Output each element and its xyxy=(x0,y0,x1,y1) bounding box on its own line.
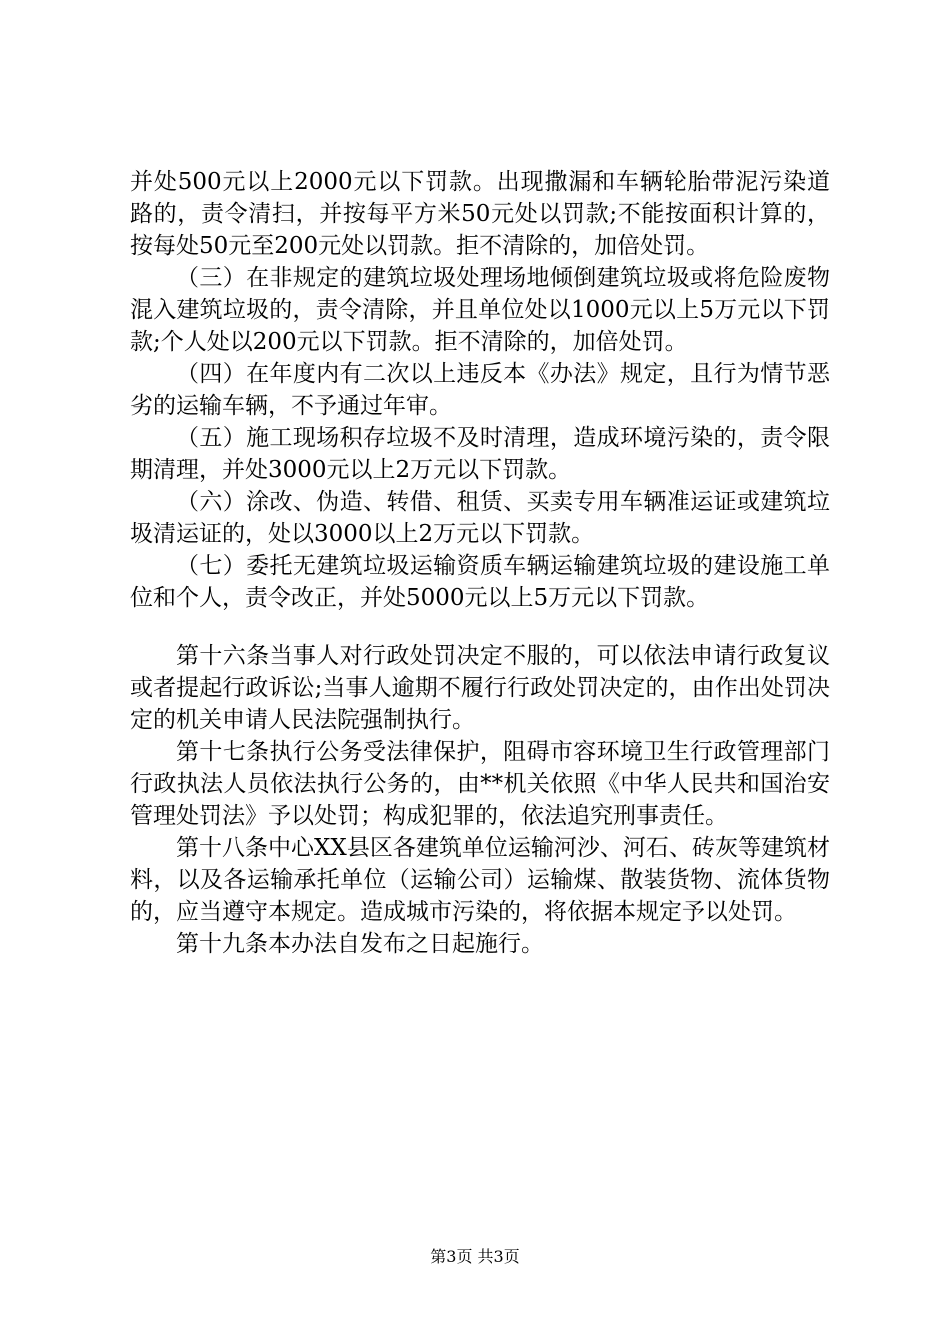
paragraph-item-7: （七）委托无建筑垃圾运输资质车辆运输建筑垃圾的建设施工单位和个人，责令改正，并处5000元以上5万元以下罚款。 xyxy=(130,553,830,611)
paragraph-item-3: （三）在非规定的建筑垃圾处理场地倾倒建筑垃圾或将危险废物混入建筑垃圾的，责令清除，并且单位处以1000元以上5万元以下罚款;个人处以200元以下罚款。拒不清除的，加倍处罚。 xyxy=(130,265,830,355)
paragraph-article-18: 第十八条中心XX县区各建筑单位运输河沙、河石、砖灰等建筑材料，以及各运输承托单位（运输公司）运输煤、散装货物、流体货物的，应当遵守本规定。造成城市污染的，将依据本规定予以处罚。 xyxy=(130,835,830,925)
paragraph-item-5: （五）施工现场积存垃圾不及时清理，造成环境污染的，责令限期清理，并处3000元以上2万元以下罚款。 xyxy=(130,425,830,483)
document-body xyxy=(130,166,830,960)
paragraph-continuation: 并处500元以上2000元以下罚款。出现撒漏和车辆轮胎带泥污染道路的，责令清扫，并按每平方米50元处以罚款;不能按面积计算的，按每处50元至200元处以罚款。拒不清除的，加倍处罚。 xyxy=(130,169,830,259)
paragraph-article-16: 第十六条当事人对行政处罚决定不服的，可以依法申请行政复议或者提起行政诉讼;当事人逾期不履行行政处罚决定的，由作出处罚决定的机关申请人民法院强制执行。 xyxy=(130,643,830,733)
paragraph-article-17: 第十七条执行公务受法律保护，阻碍市容环境卫生行政管理部门行政执法人员依法执行公务的，由**机关依照《中华人民共和国治安管理处罚法》予以处罚；构成犯罪的，依法追究刑事责任。 xyxy=(130,739,830,829)
paragraph-item-6: （六）涂改、伪造、转借、租赁、买卖专用车辆准运证或建筑垃圾清运证的，处以3000以上2万元以下罚款。 xyxy=(130,489,830,547)
page-footer: 第3页 共3页 xyxy=(430,1247,520,1266)
paragraph-item-4: （四）在年度内有二次以上违反本《办法》规定，且行为情节恶劣的运输车辆，不予通过年审。 xyxy=(130,361,830,419)
paragraph-article-19: 第十九条本办法自发布之日起施行。 xyxy=(176,931,544,957)
